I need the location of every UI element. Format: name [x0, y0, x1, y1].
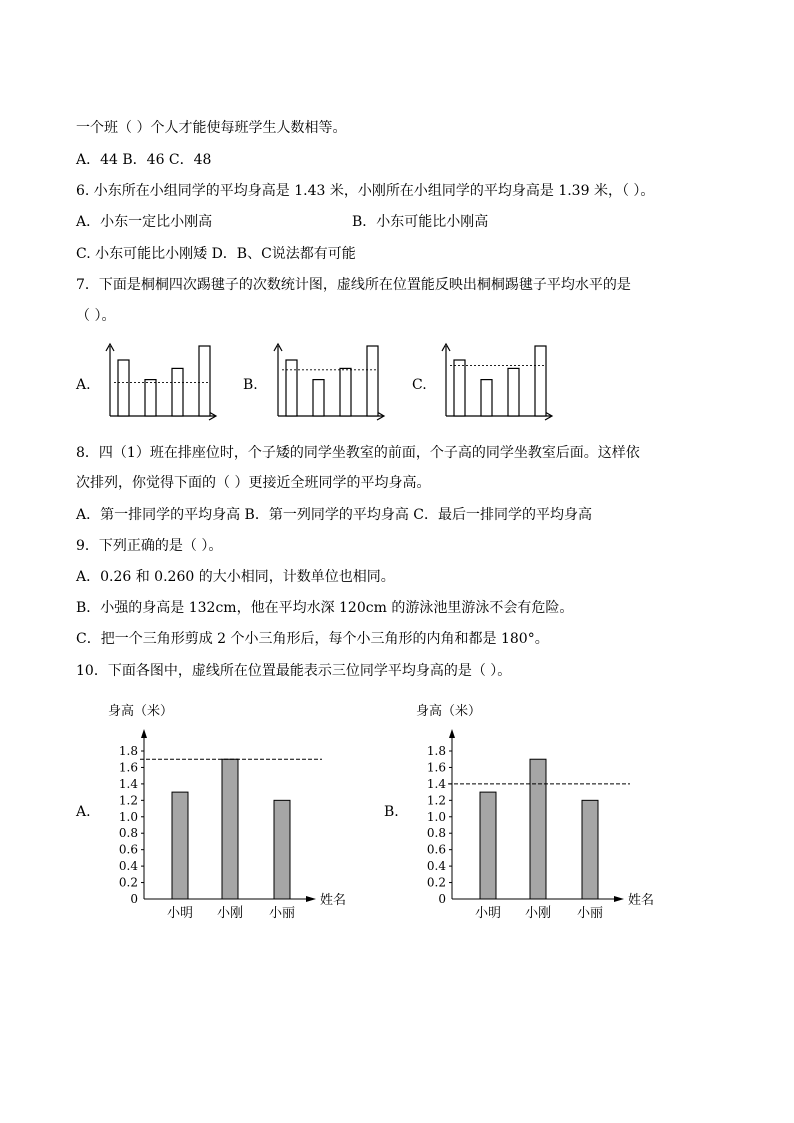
q7-label-b: B.	[243, 377, 258, 393]
y-tick-label: 0.8	[426, 826, 446, 841]
bar	[454, 360, 465, 416]
y-tick-label: 1.4	[426, 776, 446, 791]
q5-options: A．44 B．46 C．48	[76, 152, 212, 168]
q6-options-cd: C. 小东可能比小刚矮 D．B、C说法都有可能	[76, 246, 356, 262]
x-axis-arrow	[614, 896, 624, 902]
y-tick-label: 0.6	[118, 842, 138, 857]
x-axis-title: 姓名	[628, 893, 655, 908]
y-tick-label: 1.8	[118, 744, 138, 758]
category-label: 小明	[166, 906, 194, 921]
q8-options: A．第一排同学的平均身高 B．第一列同学的平均身高 C．最后一排同学的平均身高	[76, 507, 593, 523]
y-tick-label: 0.2	[426, 875, 446, 890]
q10-stem: 10．下面各图中，虚线所在位置最能表示三位同学平均身高的是（ ）。	[76, 663, 512, 679]
y-tick-label: 1.6	[426, 760, 446, 775]
q10-label-a: A.	[76, 804, 91, 820]
bar	[313, 380, 324, 416]
bar-小刚	[222, 759, 238, 899]
q7-stem: 7．下面是桐桐四次踢毽子的次数统计图，虚线所在位置能反映出桐桐踢毽子平均水平的是	[76, 277, 631, 293]
q7-blank: （ ）。	[76, 308, 116, 324]
q7-label-c: C.	[412, 377, 427, 393]
q7-label-a: A.	[76, 377, 91, 393]
category-label: 小丽	[268, 906, 296, 921]
bar-小丽	[274, 800, 290, 899]
bar	[199, 346, 210, 416]
q6-option-b: B．小东可能比小刚高	[352, 214, 489, 230]
bar	[481, 380, 492, 416]
q5-stem-end: 一个班（ ）个人才能使每班学生人数相等。	[76, 120, 347, 136]
bar	[172, 368, 183, 416]
bar-小丽	[582, 800, 598, 899]
category-label: 小丽	[576, 906, 604, 921]
q10-chart-b	[408, 695, 668, 920]
y-tick-label: 1.2	[118, 793, 138, 808]
bar	[145, 380, 156, 416]
category-label: 小明	[474, 906, 502, 921]
bar	[367, 346, 378, 416]
y-axis-arrow	[141, 729, 147, 738]
q9-stem: 9．下列正确的是（ ）。	[76, 538, 223, 554]
q7-chart-b	[268, 340, 388, 422]
y-tick-label: 0.8	[118, 826, 138, 841]
q7-chart-c	[436, 340, 556, 422]
bar	[535, 346, 546, 416]
bar	[508, 368, 519, 416]
bar-小明	[172, 792, 188, 899]
q10-label-b: B.	[384, 804, 399, 820]
y-tick-label: 0.6	[426, 842, 446, 857]
y-axis-title: 身高（米）	[416, 704, 482, 719]
bar	[340, 368, 351, 416]
y-tick-label: 0.4	[426, 859, 446, 874]
q9-option-c: C．把一个三角形剪成 2 个小三角形后，每个小三角形的内角和都是 180°。	[76, 631, 549, 647]
y-tick-label: 0.2	[118, 875, 138, 890]
category-label: 小刚	[524, 906, 552, 921]
y-tick-label: 0	[438, 892, 446, 906]
category-label: 小刚	[216, 906, 244, 921]
y-tick-label: 1.2	[426, 793, 446, 808]
bar	[118, 360, 129, 416]
y-tick-label: 1.8	[426, 744, 446, 758]
q8-stem: 8．四（1）班在排座位时，个子矮的同学坐教室的前面，个子高的同学坐教室后面。这样依	[76, 445, 640, 461]
q8-stem-cont: 次排列，你觉得下面的（ ）更接近全班同学的平均身高。	[76, 475, 431, 491]
q6-option-a: A．小东一定比小刚高	[76, 214, 213, 230]
bar-小刚	[530, 759, 546, 899]
y-tick-label: 1.0	[426, 809, 446, 824]
y-axis-arrow	[449, 729, 455, 738]
q10-chart-a	[100, 695, 360, 920]
y-tick-label: 1.0	[118, 809, 138, 824]
bar	[286, 360, 297, 416]
y-axis-title: 身高（米）	[108, 704, 174, 719]
q7-chart-a	[100, 340, 220, 422]
bar-小明	[480, 792, 496, 899]
q9-option-b: B．小强的身高是 132cm，他在平均水深 120cm 的游泳池里游泳不会有危险。	[76, 600, 574, 616]
y-tick-label: 1.6	[118, 760, 138, 775]
y-tick-label: 0	[130, 892, 138, 906]
q6-stem: 6. 小东所在小组同学的平均身高是 1.43 米，小刚所在小组同学的平均身高是 1.39 米，（ ）。	[76, 183, 655, 199]
y-tick-label: 1.4	[118, 776, 138, 791]
x-axis-arrow	[306, 896, 316, 902]
y-tick-label: 0.4	[118, 859, 138, 874]
q9-option-a: A．0.26 和 0.260 的大小相同，计数单位也相同。	[76, 569, 395, 585]
x-axis-title: 姓名	[320, 893, 347, 908]
